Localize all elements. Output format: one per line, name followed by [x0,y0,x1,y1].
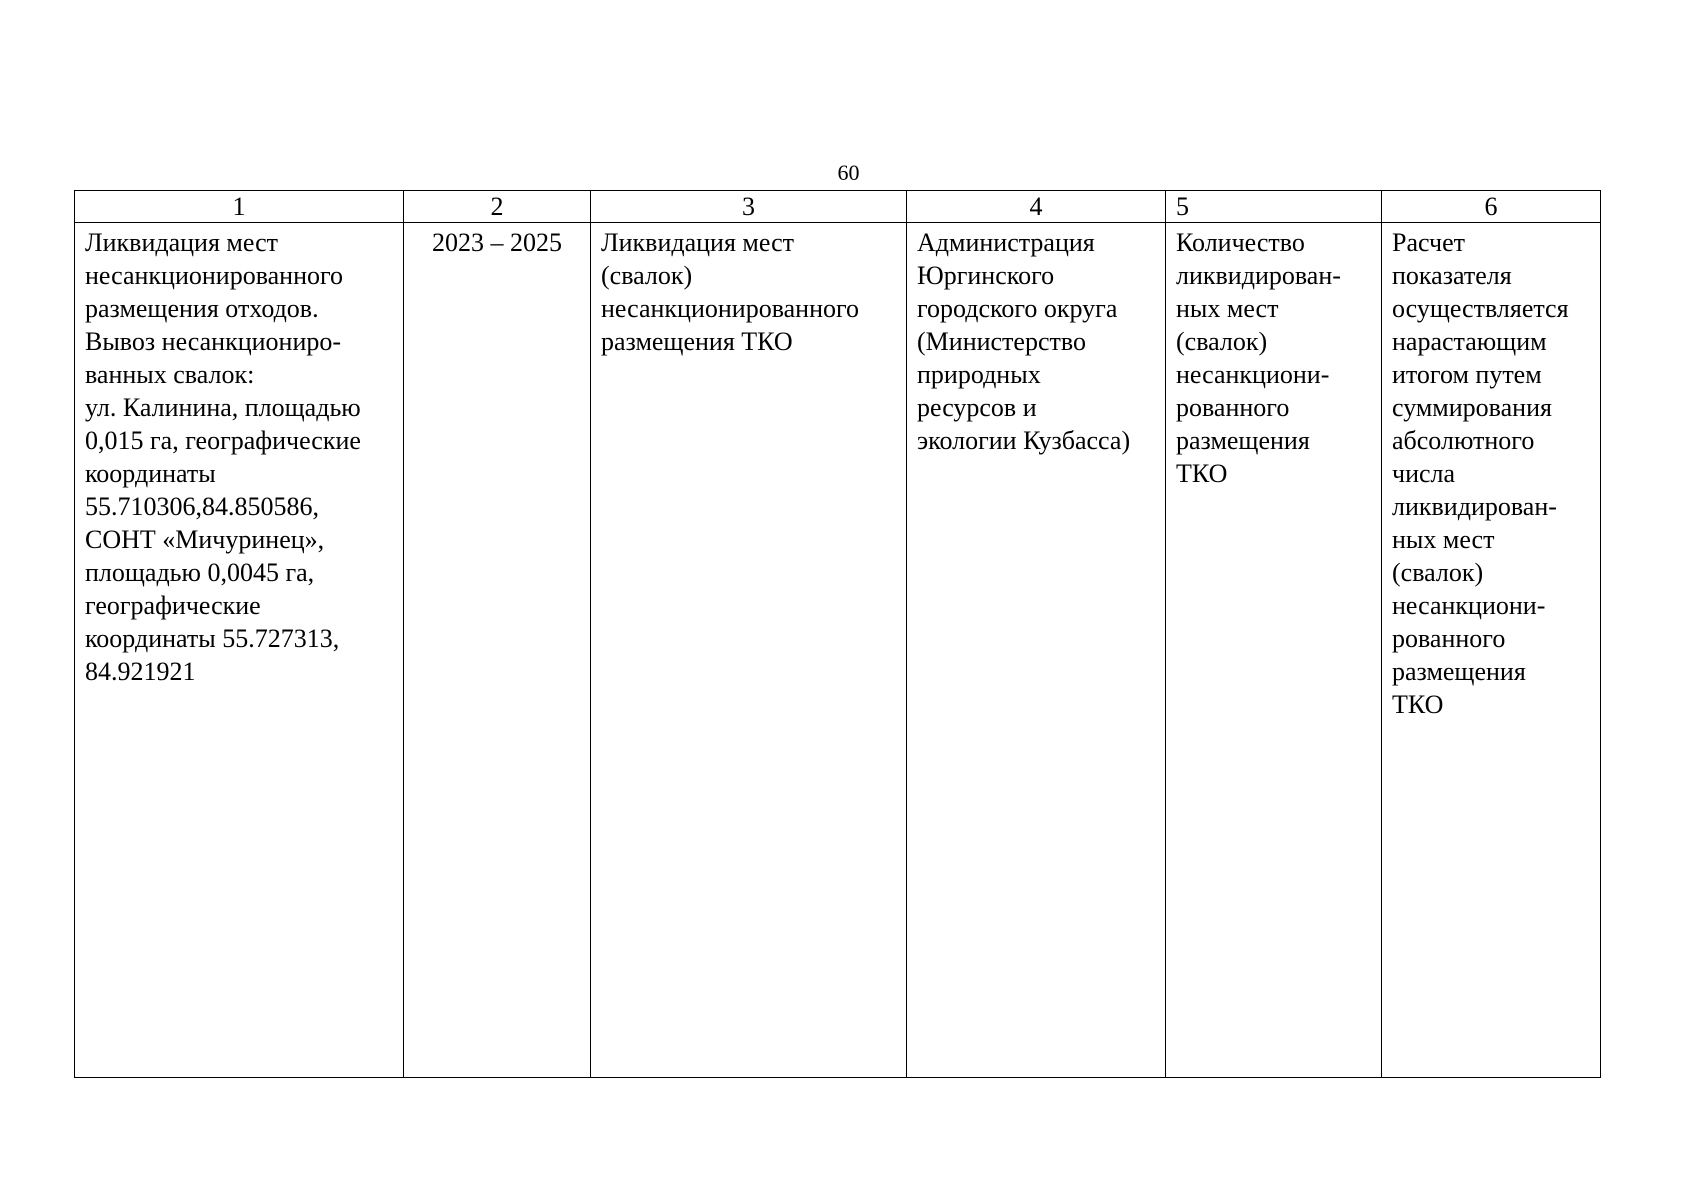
cell-text-line: ресурсов и [917,393,1037,422]
header-col-1: 1 [75,191,404,223]
cell-text-line: суммирования [1392,393,1552,422]
cell-text-line: Ликвидация мест [601,228,794,257]
cell-text-line: Администрация [917,228,1095,257]
cell-text-line: несанкциони- [1392,591,1546,620]
cell-text-line: нарастающим [1392,327,1547,356]
cell-text-line: Количество [1176,228,1305,257]
cell-text-line: экологии Кузбасса) [917,426,1131,455]
header-col-5: 5 [1166,191,1382,223]
cell-text-line: Юргинского [917,261,1055,290]
cell-text-line: рованного [1176,393,1290,422]
cell-text-line: рованного [1392,624,1506,653]
cell-text-line: ных мест [1392,525,1495,554]
header-col-6: 6 [1382,191,1601,223]
cell-text-line: 0,015 га, географические [85,426,361,455]
table-row [75,223,1601,1078]
cell-text-line: абсолютного [1392,426,1535,455]
cell-text-line: площадью 0,0045 га, [85,558,315,587]
cell-text-line: 2023 – 2025 [432,228,562,257]
cell-text-line: числа [1392,459,1456,488]
cell-measure [75,223,404,1078]
cell-text-line: (свалок) [601,261,693,290]
cell-calculation [1382,223,1601,1078]
cell-text-line: ул. Калинина, площадью [85,393,361,422]
cell-text-line: природных [917,360,1041,389]
cell-text-line: координаты [85,459,216,488]
cell-text-line: 55.710306,84.850586, [85,492,319,521]
cell-text-line: несанкциони- [1176,360,1330,389]
cell-text-line: ликвидирован- [1392,492,1557,521]
header-col-2: 2 [404,191,591,223]
cell-text-line: несанкционированного [85,261,344,290]
measures-table [74,190,1601,1078]
cell-text-line: 84.921921 [85,657,196,686]
cell-text-line: Ликвидация мест [85,228,278,257]
cell-text-line: размещения [1392,657,1526,686]
cell-text-line: несанкционированного [601,294,860,323]
table-header-row [75,191,1601,223]
cell-text-line: ных мест [1176,294,1279,323]
header-col-3: 3 [591,191,907,223]
cell-text-line: Расчет [1392,228,1465,257]
cell-text-line: (свалок) [1176,327,1268,356]
cell-result [591,223,907,1078]
cell-text-line: ванных свалок: [85,360,255,389]
cell-text-line: (свалок) [1392,558,1484,587]
cell-text-line: показателя [1392,261,1512,290]
cell-text-line: итогом путем [1392,360,1542,389]
cell-text-line: осуществляется [1392,294,1569,323]
cell-text-line: размещения отходов. [85,294,319,323]
cell-indicator [1166,223,1382,1078]
cell-text-line: ТКО [1176,459,1228,488]
cell-text-line: размещения [1176,426,1310,455]
cell-text-line: размещения ТКО [601,327,793,356]
cell-text-line: координаты 55.727313, [85,624,340,653]
page-number: 60 [837,160,860,185]
header-col-4: 4 [907,191,1166,223]
cell-period [404,223,591,1078]
cell-text-line: (Министерство [917,327,1086,356]
cell-text-line: Вывоз несанкциониро- [85,327,342,356]
cell-text-line: ТКО [1392,690,1444,719]
cell-responsible [907,223,1166,1078]
cell-text-line: городского округа [917,294,1118,323]
cell-text-line: ликвидирован- [1176,261,1341,290]
cell-text-line: СОНТ «Мичуринец», [85,525,325,554]
cell-text-line: географические [85,591,261,620]
